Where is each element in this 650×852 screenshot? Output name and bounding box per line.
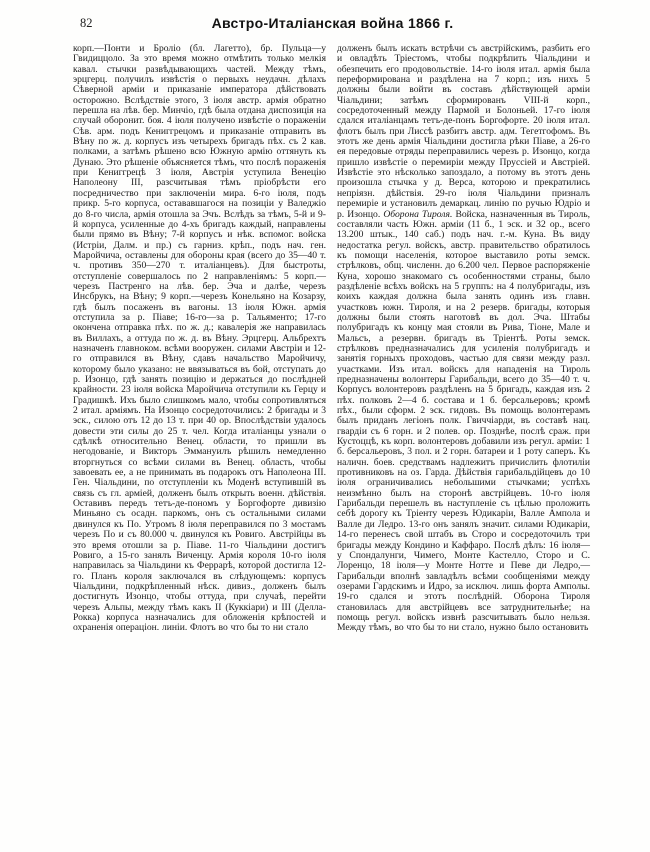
right-column <box>337 44 590 634</box>
left-column-text: корп.—Понти и Броліо (бл. Лагетто), бр. Пульца—у Гвидиццоло. За это время можно отмѣтить только мелкія кавал. стычки развѣдывающихъ частей. Между тѣмъ, эрцгерц. получилъ извѣстія о первыхъ неудачн. дѣлахъ Сѣверной арміи и приказаніе императора дѣйствовать осторожно. Вслѣдствіе этого, 3 іюля австр. армія обратно перешла на лѣв. бер. Минчіо, гдѣ была отдана диспозиція на случай оборонит. боя. 4 іюля получено извѣстіе о пораженіи Сѣв. арм. подъ Кениггрецомъ и приказаніе отправить въ Вѣну по ж. д. корпусъ изъ четырехъ бригадъ пѣх. съ 2 кав. полками, а затѣмъ рѣшено всю Южную армію оттянуть къ Дунаю. Это рѣшеніе объясняется тѣмъ, что послѣ пораженія при Кениггрецѣ 3 іюля, Австрія уступила Венецію Наполеону III, разсчитывая тѣмъ пріобрѣсти его посредничество при заключеніи мира. 6-го іюля, подъ прикр. 5-го корпуса, остававшагося на позиціи у Валеджіо до 8-го числа, армія отошла за Эчъ. Вслѣдъ за тѣмъ, 5-й и 9-й корпуса, усиленные до 4-хъ бригадъ каждый, направлены были прямо въ Вѣну; 7-й корпусъ и нѣк. вспомог. войска (Истріи, Далм. и пр.) съ гарниз. крѣп., подъ нач. ген. Маройчича, оставлены для обороны края (всего до 35—40 т. ч. противъ 350—270 т. италіанцевъ). Для быстроты, отступленіе совершалось по 2 направленіямъ: 5 корп.—черезъ Пастренго на лѣв. бер. Эча и далѣе, черезъ Инсбрукъ, на Вѣну; 9 корп.—черезъ Конельяно на Козарзу, гдѣ былъ посаженъ въ вагоны. 13 іюля Южн. армія отступила за р. Піаве; 16-го—за р. Тальяменто; 17-го окончена отправка пѣх. по ж. д.; кавалерія же направилась въ Виллахъ, а оттуда по ж. д. въ Вѣну. Эрцгерц. Альбрехтъ назначенъ главноком. всѣми вооружен. силами Австріи и 12-го отправился въ Вѣну, сдавъ начальство Маройчичу, которому было указано: не ввязываться въ бой, отступать до р. Изонцо, гдѣ занять позицію и держаться до послѣдней крайности. 23 іюля войска Маройчича отступили къ Герцу и Градишкѣ. Ихъ было слишкомъ мало, чтобы сопротивляться 2 итал. арміямъ. На Изонцо сосредоточились: 2 бригады и 3 эск., силою отъ 12 до 13 т. при 40 ор. Впослѣдствіи удалось довести эти силы до 25 т. чел. Когда италіанцы узнали о сдѣлкѣ относительно Венец. области, то пришли въ негодованіе, и Викторъ Эммануилъ рѣшилъ немедленно вторгнуться со всѣми силами въ Венец. область, чтобы завоевать ее, а не принимать въ подарокъ отъ Наполеона III. Ген. Чіальдини, по отступленіи къ Моденѣ вступившій въ связь съ гл. арміей, долженъ былъ открыть военн. дѣйствія. Оставивъ передъ тетъ-де-пономъ у Боргофорте дивизію Миньяно съ осадн. паркомъ, онъ съ остальными силами двинулся къ По. Утромъ 8 іюля переправился по 3 мостамъ черезъ По и съ 80.000 ч. двинулся къ Ровиго. Австрійцы въ это время отошли за р. Піаве. 11-го Чіальдини достигъ Ровиго, а 15-го занялъ Виченцу. Армія короля 10-го іюля направилась за Чіальдини къ Феррарѣ, которой достигла 12-го. Планъ короля заключался въ слѣдующемъ: корпусъ Чіальдини, подкрѣпленный нѣск. дивиз., долженъ былъ достигнуть Изонцо, чтобы оттуда, при случаѣ, перейти черезъ Альпы, между тѣмъ какъ II (Куккіари) и III (Делла-Рокка) корпуса назначались для обложенія крѣпостей и охраненія операціон. линіи. Флотъ во что бы то ни стало <box>73 43 326 634</box>
left-column <box>73 44 326 634</box>
right-column-text-before-heading: долженъ былъ искать встрѣчи съ австрійскимъ, разбить его и овладѣть Тріестомъ, чтобы подкрѣпить Чіальдини и обезпечить его продовольствіе. 14-го іюля итал. армія была переформирована и раздѣлена на 7 корп.; изъ нихъ 5 должны были войти въ составъ дѣйствующей арміи Чіальдини; затѣмъ сформированъ VIII-й корп., сосредоточенный между Пармой и Болоньей. 17-го іюля сдался италіанцамъ тетъ-де-понъ Боргофорте. 20 іюля итал. флотъ былъ при Лиссѣ разбитъ австр. адм. Тегетгофомъ. Въ этотъ же день армія Чіальдини достигла рѣки Піаве, а 26-го ея передовые отряды переправились черезъ р. Изонцо, когда пришло извѣстіе о перемиріи между Пруссіей и Австріей. Извѣстіе это нѣсколько запоздало, а потому въ этотъ день произошла стычка у д. Верса, которою и прекратились непріязн. дѣйствія. 29-го іюля Чіальдини призналъ перемиріе и установилъ демаркац. линію по ручью Юдріо и р. Изонцо. <box>337 43 590 220</box>
page-number: 82 <box>80 16 93 30</box>
section-heading-oborona-tirolya: Оборона Тироля. <box>383 208 453 220</box>
article-body <box>73 44 590 634</box>
page-title: Австро-Италіанская война 1866 г. <box>211 15 454 31</box>
page-header <box>73 15 592 33</box>
right-column-text-after-heading: Войска, назначенныя въ Тироль, составляли часть Южн. арміи (11 б., 1 эск. и 32 ор., всего 13.200 штык., 140 саб.) подъ нач. г.-м. Куна. Въ виду недостатка регул. войскъ, австр. правительство обратилось къ помощи населенія, которое выставило роты земск. стрѣлковъ, общ. численн. до 6.200 чел. Первое распоряженіе Куна, хорошо знакомаго съ особенностями страны, было раздѣленіе всѣхъ войскъ на 5 группъ: на 4 полубригады, изъ коихъ каждая должна была занять одинъ изъ главн. участковъ южн. Тироля, и на 2 резерв. бригады, которыя должны были стоять наготовѣ въ дол. Эча. Штабы полубригадъ къ концу мая стояли въ Рива, Тіоне, Мале и Мальсъ, а резервн. бригадъ въ Тріентѣ. Роты земск. стрѣлковъ предназначались для усиленія полубригадъ и занятія горныхъ проходовъ, частью для связи между разл. участками. Изъ итал. войскъ для нападенія на Тироль предназначены волонтеры Гарибальди, всего до 35—40 т. ч. Корпусъ волонтеровъ раздѣленъ на 5 бригадъ, каждая изъ 2 пѣх. полковъ 2—4 б. состава и 1 б. берсальеровъ; кромѣ пѣх., были сформ. 2 эск. гидовъ. Въ помощь волонтерамъ былъ приданъ легіонъ полк. Гвиччіарди, въ составѣ нац. гвардіи съ 6 горн. и 2 полев. ор. Позднѣе, послѣ сраж. при Кустоццѣ, къ корп. волонтеровъ добавили изъ регул. арміи: 1 б. берсальеровъ, 3 пол. и 2 горн. батареи и 1 роту саперъ. Къ наличн. боев. средствамъ надлежитъ причислить флотиліи противниковъ на оз. Гарда. Дѣйствія гарибальдійцевъ до 10 іюля ограничивались небольшими стычками; успѣхъ неизмѣнно былъ на сторонѣ австрійцевъ. 10-го іюля Гарибальди перешелъ въ наступленіе съ цѣлью проложить себѣ дорогу къ Тріенту черезъ Юдикаріи, Валле Ампола и Валле ди Ледро. 13-го онъ занялъ значит. силами Юдикаріи, 14-го перенесъ свой штабъ въ Сторо и сосредоточилъ три бригады между Кондино и Каффаро. Послѣ дѣлъ: 16 іюля—у Спондалунги, Чимего, Монте Кастелло, Сторо и С. Лоренцо, 18 іюля—у Монте Нотте и Певе ди Ледро,—Гарибальди вполнѣ завладѣлъ всѣми сообщеніями между озерами Гардскимъ и Идро, за исключ. лишь форта Амполы. 19-го сдался и этотъ послѣдній. Оборона Тироля становилась для австрійцевъ все затруднительнѣе; на помощь регул. войскъ извнѣ разсчитывать было нельзя. Между тѣмъ, во что бы то ни стало, нужно было остановить <box>337 208 591 634</box>
